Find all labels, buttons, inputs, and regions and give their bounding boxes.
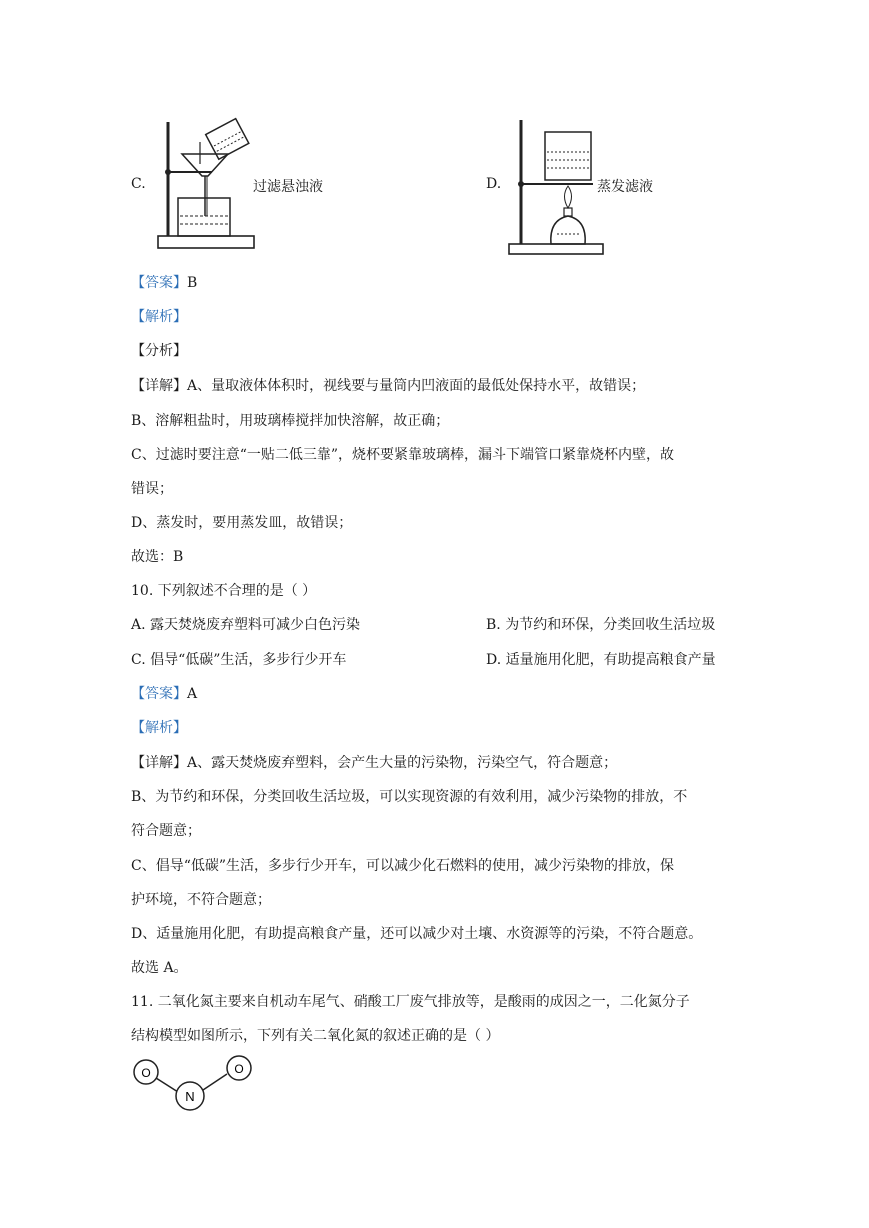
q9-answer-line (131, 272, 197, 292)
q10-detail-b-line1: B、为节约和环保，分类回收生活垃圾，可以实现资源的有效利用，减少污染物的排放，不 (131, 789, 688, 805)
q10-detail-c-line2: 护环境，不符合题意； (131, 892, 271, 908)
q10-option-b: B. 为节约和环保，分类回收生活垃圾 (486, 617, 716, 633)
q10-option-a: A. 露天焚烧废弃塑料可减少白色污染 (131, 617, 361, 633)
q11-stem-line2: 结构模型如图所示，下列有关二氧化氮的叙述正确的是（ ） (131, 1028, 500, 1044)
q11-stem-line1: 11. 二氧化氮主要来自机动车尾气、硝酸工厂废气排放等，是酸雨的成因之一，二化氮分子 (131, 994, 690, 1010)
option-c-label: C. (131, 176, 146, 192)
detail-text: A、露天焚烧废弃塑料，会产生大量的污染物，污染空气，符合题意； (187, 755, 618, 771)
q9-detail-d: D、蒸发时，要用蒸发皿，故错误； (131, 515, 353, 531)
q10-detail-a (131, 752, 617, 772)
fenxi-tag: 【分析】 (131, 343, 187, 359)
answer-value: B (187, 275, 198, 291)
option-d-caption: 蒸发滤液 (597, 179, 653, 195)
detail-tag: 【详解】 (131, 378, 187, 394)
atom-label-n: N (185, 1089, 195, 1104)
q10-detail-d: D、适量施用化肥，有助提高粮食产量，还可以减少对土壤、水资源等的污染，不符合题意。 (131, 926, 703, 942)
no2-molecule-model (128, 1052, 258, 1114)
option-d-label: D. (486, 176, 502, 192)
answer-tag: 【答案】 (131, 686, 187, 702)
q9-detail-c-line1: C、过滤时要注意“一贴二低三靠”，烧杯要紧靠玻璃棒，漏斗下端管口紧靠烧杯内壁，故 (131, 447, 675, 463)
q10-stem: 10. 下列叙述不合理的是（ ） (131, 583, 317, 599)
answer-tag: 【答案】 (131, 275, 187, 291)
detail-text: A、量取液体体积时，视线要与量筒内凹液面的最低处保持水平，故错误； (187, 378, 646, 394)
q9-detail-a (131, 375, 645, 395)
q9-detail-c-line2: 错误； (131, 481, 173, 497)
q10-option-d: D. 适量施用化肥，有助提高粮食产量 (486, 652, 716, 668)
atom-label-o2: O (234, 1062, 244, 1076)
q10-detail-b-line2: 符合题意； (131, 823, 201, 839)
analysis-tag: 【解析】 (131, 720, 187, 736)
q10-option-c: C. 倡导“低碳”生活，多步行少开车 (131, 652, 347, 668)
q9-detail-b: B、溶解粗盐时，用玻璃棒搅拌加快溶解，故正确； (131, 413, 450, 429)
option-c-caption: 过滤悬浊液 (253, 179, 323, 195)
detail-tag: 【详解】 (131, 755, 187, 771)
analysis-tag: 【解析】 (131, 309, 187, 325)
atom-label-o1: O (141, 1066, 151, 1080)
q10-detail-c-line1: C、倡导“低碳”生活，多步行少开车，可以减少化石燃料的使用，减少污染物的排放，保 (131, 858, 675, 874)
filtration-apparatus-image (150, 112, 260, 252)
q10-answer-line (131, 683, 197, 703)
q9-conclusion: 故选：B (131, 549, 184, 565)
answer-value: A (187, 686, 198, 702)
q10-conclusion: 故选 A。 (131, 960, 188, 976)
